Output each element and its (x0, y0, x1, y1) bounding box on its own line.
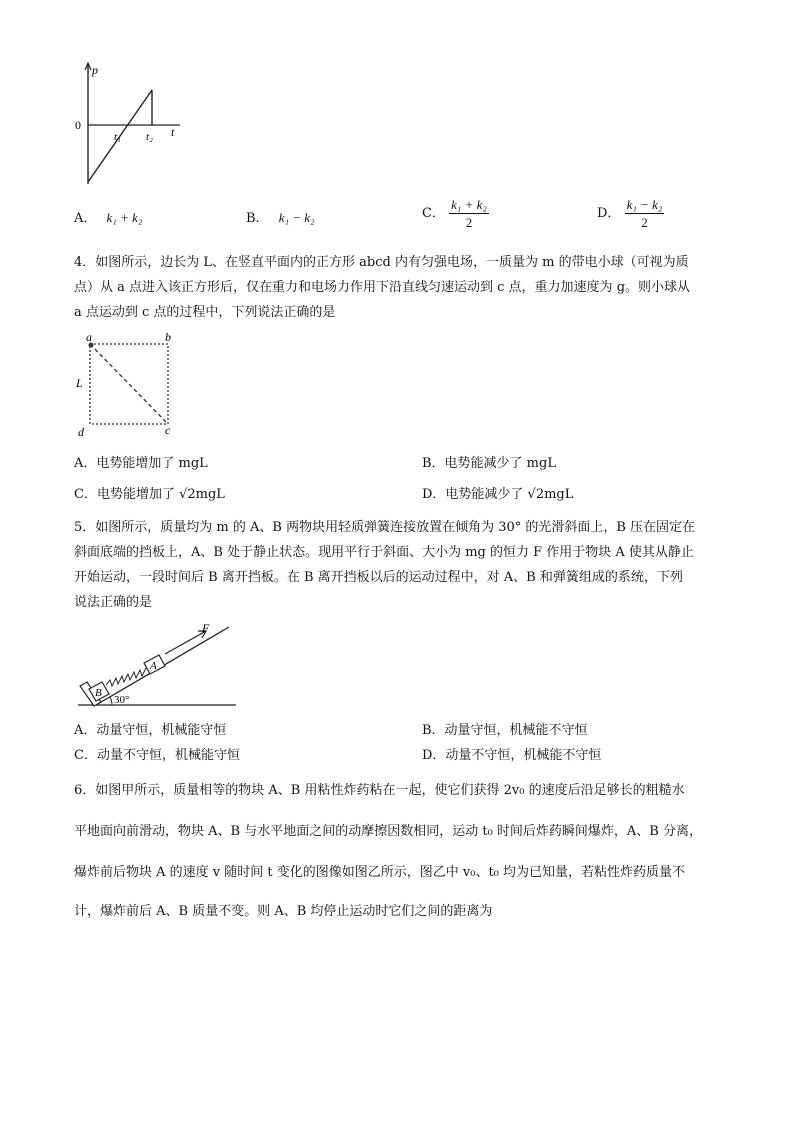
q4-option-c[interactable]: C．电势能增加了 √2mgL (74, 487, 225, 502)
option-letter: D． (597, 206, 621, 221)
incline-figure (74, 618, 244, 713)
option-letter: A． (74, 211, 97, 226)
diagonal-ac (90, 344, 168, 424)
p-t-graph (70, 60, 190, 190)
q4-stem-line2: 点）从 a 点进入该正方形后，仅在重力和电场力作用下沿直线匀速运动到 c 点，重力加速度为 g。则小球从 (74, 280, 691, 295)
label-d: d (78, 425, 84, 439)
q4-stem-line3: a 点运动到 c 点的过程中，下列说法正确的是 (74, 305, 336, 320)
q5-option-a[interactable]: A．动量守恒，机械能守恒 (74, 723, 227, 738)
q5-stem-line4: 说法正确的是 (74, 595, 153, 610)
origin-label: 0 (75, 118, 81, 132)
q4-stem-line1: 4．如图所示，边长为 L、在竖直平面内的正方形 abcd 内有匀强电场，一质量为 m 的带电小球（可视为质 (74, 255, 689, 270)
fraction-numerator: k₁ + k₂ (451, 197, 487, 212)
t-label: t (171, 125, 175, 139)
spring (106, 668, 146, 686)
q3-option-b[interactable] (246, 209, 315, 227)
q3-option-d[interactable] (597, 196, 664, 231)
option-fraction (449, 196, 489, 231)
option-fraction (625, 196, 665, 231)
option-letter: B． (246, 211, 269, 226)
q4-option-b[interactable]: B．电势能减少了 mgL (422, 456, 556, 471)
q4-option-a[interactable]: A．电势能增加了 mgL (74, 456, 208, 471)
label-F: F (202, 621, 210, 635)
q6-stem-line3: 爆炸前后物块 A 的速度 v 随时间 t 变化的图像如图乙所示，图乙中 v₀、t₀ 均为已知量，若粘性炸药质量不 (74, 865, 686, 880)
q3-option-c[interactable] (422, 196, 489, 231)
q5-option-b[interactable]: B．动量守恒，机械能不守恒 (422, 723, 588, 738)
force-arrow (165, 631, 206, 654)
q5-option-d[interactable]: D．动量不守恒，机械能不守恒 (422, 748, 602, 763)
option-letter: C． (422, 206, 445, 221)
angle-arc (110, 697, 112, 705)
label-a: a (86, 330, 92, 344)
q4-option-d[interactable]: D．电势能减少了 √2mgL (422, 487, 574, 502)
q6-stem-line4: 计，爆炸前后 A、B 质量不变。则 A、B 均停止运动时它们之间的距离为 (74, 904, 493, 919)
fraction-denominator: 2 (465, 215, 473, 230)
q5-option-c[interactable]: C．动量不守恒，机械能守恒 (74, 748, 240, 763)
label-A: A (150, 660, 157, 672)
q5-stem-line2: 斜面底端的挡板上，A、B 处于静止状态。现用平行于斜面、大小为 mg 的恒力 F 作用于物块 A 使其从静止 (74, 545, 694, 560)
q3-option-a[interactable] (74, 209, 142, 227)
label-b: b (165, 330, 171, 344)
option-expr: k₁ − k₂ (278, 210, 315, 225)
option-expr: k₁ + k₂ (106, 210, 143, 225)
fraction-denominator: 2 (641, 215, 648, 230)
fraction-numerator: k₁ − k₂ (626, 197, 663, 212)
t1-label: t₁ (114, 131, 121, 143)
square-abcd-figure (74, 330, 184, 440)
label-B: B (95, 687, 102, 699)
label-L: L (76, 376, 83, 390)
q5-stem-line3: 开始运动，一段时间后 B 离开挡板。在 B 离开挡板以后的运动过程中，对 A、B 和弹簧组成的系统，下列 (74, 570, 683, 585)
t2-label: t₂ (146, 131, 153, 143)
label-c: c (165, 423, 171, 437)
q6-stem-line2: 平地面向前滑动，物块 A、B 与水平地面之间的动摩擦因数相同，运动 t₀ 时间后炸药瞬间爆炸，A、B 分离， (74, 824, 702, 839)
p-label: p (92, 63, 98, 77)
q6-stem-line1: 6．如图甲所示，质量相等的物块 A、B 用粘性炸药粘在一起，使它们获得 2v₀ 的速度后沿足够长的粗糙水 (74, 783, 685, 798)
angle-label: 30° (114, 694, 130, 706)
q5-stem-line1: 5．如图所示，质量均为 m 的 A、B 两物块用轻质弹簧连接放置在倾角为 30° 的光滑斜面上，B 压在固定在 (74, 520, 696, 535)
